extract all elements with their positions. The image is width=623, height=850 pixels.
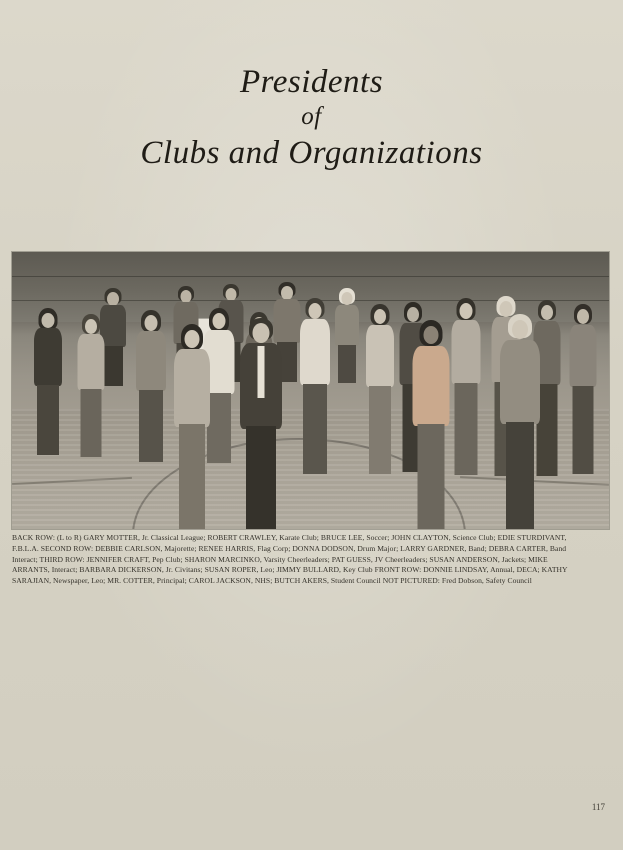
person-figure (498, 314, 542, 529)
photo-caption: BACK ROW: (L to R) GARY MOTTER, Jr. Classical League; ROBERT CRAWLEY, Karate Club; BRUCE LEE, Soccer; JOHN CLAYTON, Science Club; EDIE STURDIVANT, F.B.L.A. SECOND ROW: DEBBIE CARLSON, Majorette; RENEE HARRIS, Flag Corp; DONNA DODSON, Drum Major; LARRY GARDNER, Band; DEBRA CARTER, Band Interact; THIRD ROW: JENNIFER CRAFT, Pep Club; SHARON MARCINKO, Varsity Cheerleaders; PAT GUESS, JV Cheerleaders; SUSAN ANDERSON, Jackets; MIKE ARRANTS, Interact; BARBARA DICKERSON, Jr. Civitans; SUSAN ROPER, Leo; JIMMY BULLARD, Key Club FRONT ROW: DONNIE LINDSAY, Annual, DECA; KATHY SARAJIAN, Newspaper, Leo; MR. COTTER, Principal; CAROL JACKSON, NHS; BUTCH AKERS, Student Council NOT PICTURED: Fred Dobson, Safety Council (12, 533, 568, 586)
group-photo (12, 252, 609, 529)
person-figure (298, 298, 332, 474)
title-line-presidents: Presidents (239, 64, 384, 100)
person-figure (410, 320, 452, 529)
person-figure (32, 308, 64, 456)
person-principal-figure (238, 318, 284, 529)
person-figure (172, 324, 212, 529)
person-figure (76, 314, 106, 458)
title-line-of: of (301, 103, 322, 131)
person-figure (334, 288, 360, 382)
person-figure (450, 298, 482, 476)
person-figure (568, 304, 598, 474)
wall-seam-upper (12, 276, 609, 277)
page-number: 117 (591, 802, 605, 812)
page-title (0, 62, 623, 173)
title-line-clubs-and-organizations: Clubs and Organizations (140, 134, 483, 171)
person-figure (364, 304, 396, 474)
person-figure (134, 310, 168, 462)
